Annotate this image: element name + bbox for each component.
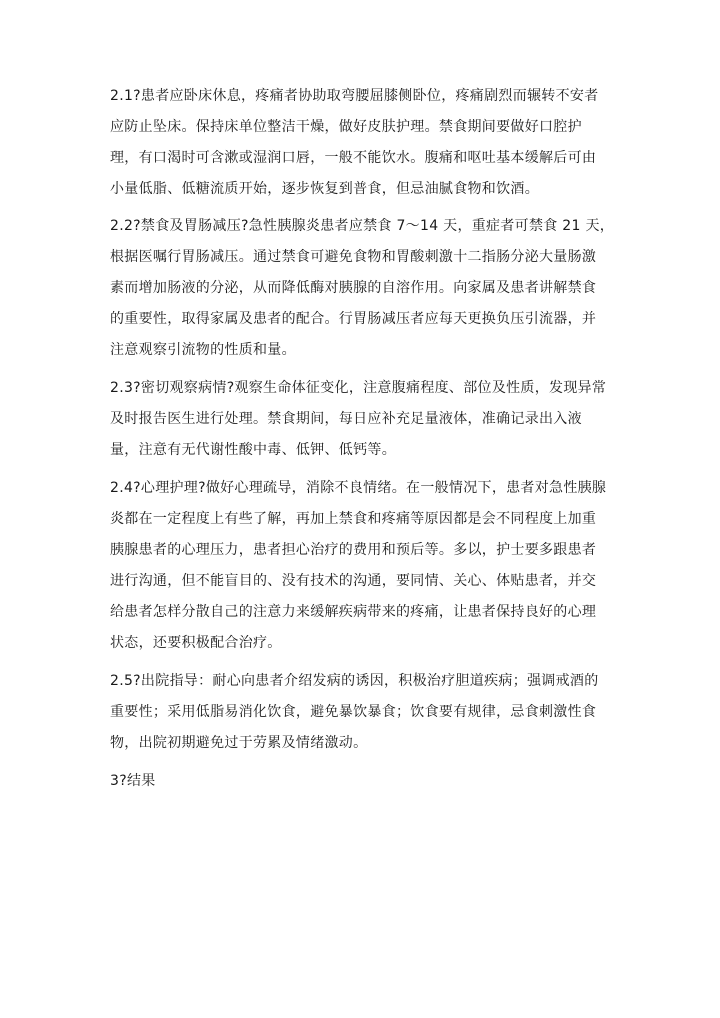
text-line: 2.5?出院指导：耐心向患者介绍发病的诱因，积极治疗胆道疾病；强调戒酒的 bbox=[110, 673, 599, 689]
text-line: 的重要性，取得家属及患者的配合。行胃肠减压者应每天更换负压引流器，并 bbox=[110, 311, 597, 327]
text-line: 炎都在一定程度上有些了解，再加上禁食和疼痛等原因都是会不同程度上加重 bbox=[110, 511, 597, 527]
text-line: 物，出院初期避免过于劳累及情绪激动。 bbox=[110, 735, 368, 751]
text-line: 给患者怎样分散自己的注意力来缓解疾病带来的疼痛，让患者保持良好的心理 bbox=[110, 604, 597, 620]
text-line: 2.1?患者应卧床休息，疼痛者协助取弯腰屈膝侧卧位，疼痛剧烈而辗转不安者 bbox=[110, 88, 599, 104]
text-line: 素而增加肠液的分泌，从而降低酶对胰腺的自溶作用。向家属及患者讲解禁食 bbox=[110, 280, 597, 296]
text-line: 胰腺患者的心理压力，患者担心治疗的费用和预后等。多以，护士要多跟患者 bbox=[110, 542, 597, 558]
text-line: 根据医嘱行胃肠减压。通过禁食可避免食物和胃酸刺激十二指肠分泌大量肠激 bbox=[110, 249, 597, 265]
text-line: 重要性；采用低脂易消化饮食，避免暴饮暴食；饮食要有规律，忌食刺激性食 bbox=[110, 704, 597, 720]
text-line: 进行沟通，但不能盲目的、没有技术的沟通，要同情、关心、体贴患者，并交 bbox=[110, 573, 597, 589]
text-line: 小量低脂、低糖流质开始，逐步恢复到普食，但忌油腻食物和饮酒。 bbox=[110, 181, 539, 197]
text-line: 应防止坠床。保持床单位整洁干燥，做好皮肤护理。禁食期间要做好口腔护 bbox=[110, 119, 582, 135]
text-line: 2.3?密切观察病情?观察生命体征变化，注意腹痛程度、部位及性质，发现异常 bbox=[110, 380, 607, 396]
text-line: 量，注意有无代谢性酸中毒、低钾、低钙等。 bbox=[110, 442, 396, 458]
text-line: 注意观察引流物的性质和量。 bbox=[110, 342, 296, 358]
section-heading: 3?结果 bbox=[110, 773, 156, 789]
text-line: 状态，还要积极配合治疗。 bbox=[110, 635, 282, 651]
text-line: 2.2?禁食及胃肠减压?急性胰腺炎患者应禁食 7～14 天，重症者可禁食 21 天， bbox=[110, 218, 615, 234]
text-line: 理，有口渴时可含漱或湿润口唇，一般不能饮水。腹痛和呕吐基本缓解后可由 bbox=[110, 150, 597, 166]
text-line: 2.4?心理护理?做好心理疏导，消除不良情绪。在一般情况下，患者对急性胰腺 bbox=[110, 480, 607, 496]
text-line: 及时报告医生进行处理。禁食期间，每日应补充足量液体，准确记录出入液 bbox=[110, 411, 582, 427]
